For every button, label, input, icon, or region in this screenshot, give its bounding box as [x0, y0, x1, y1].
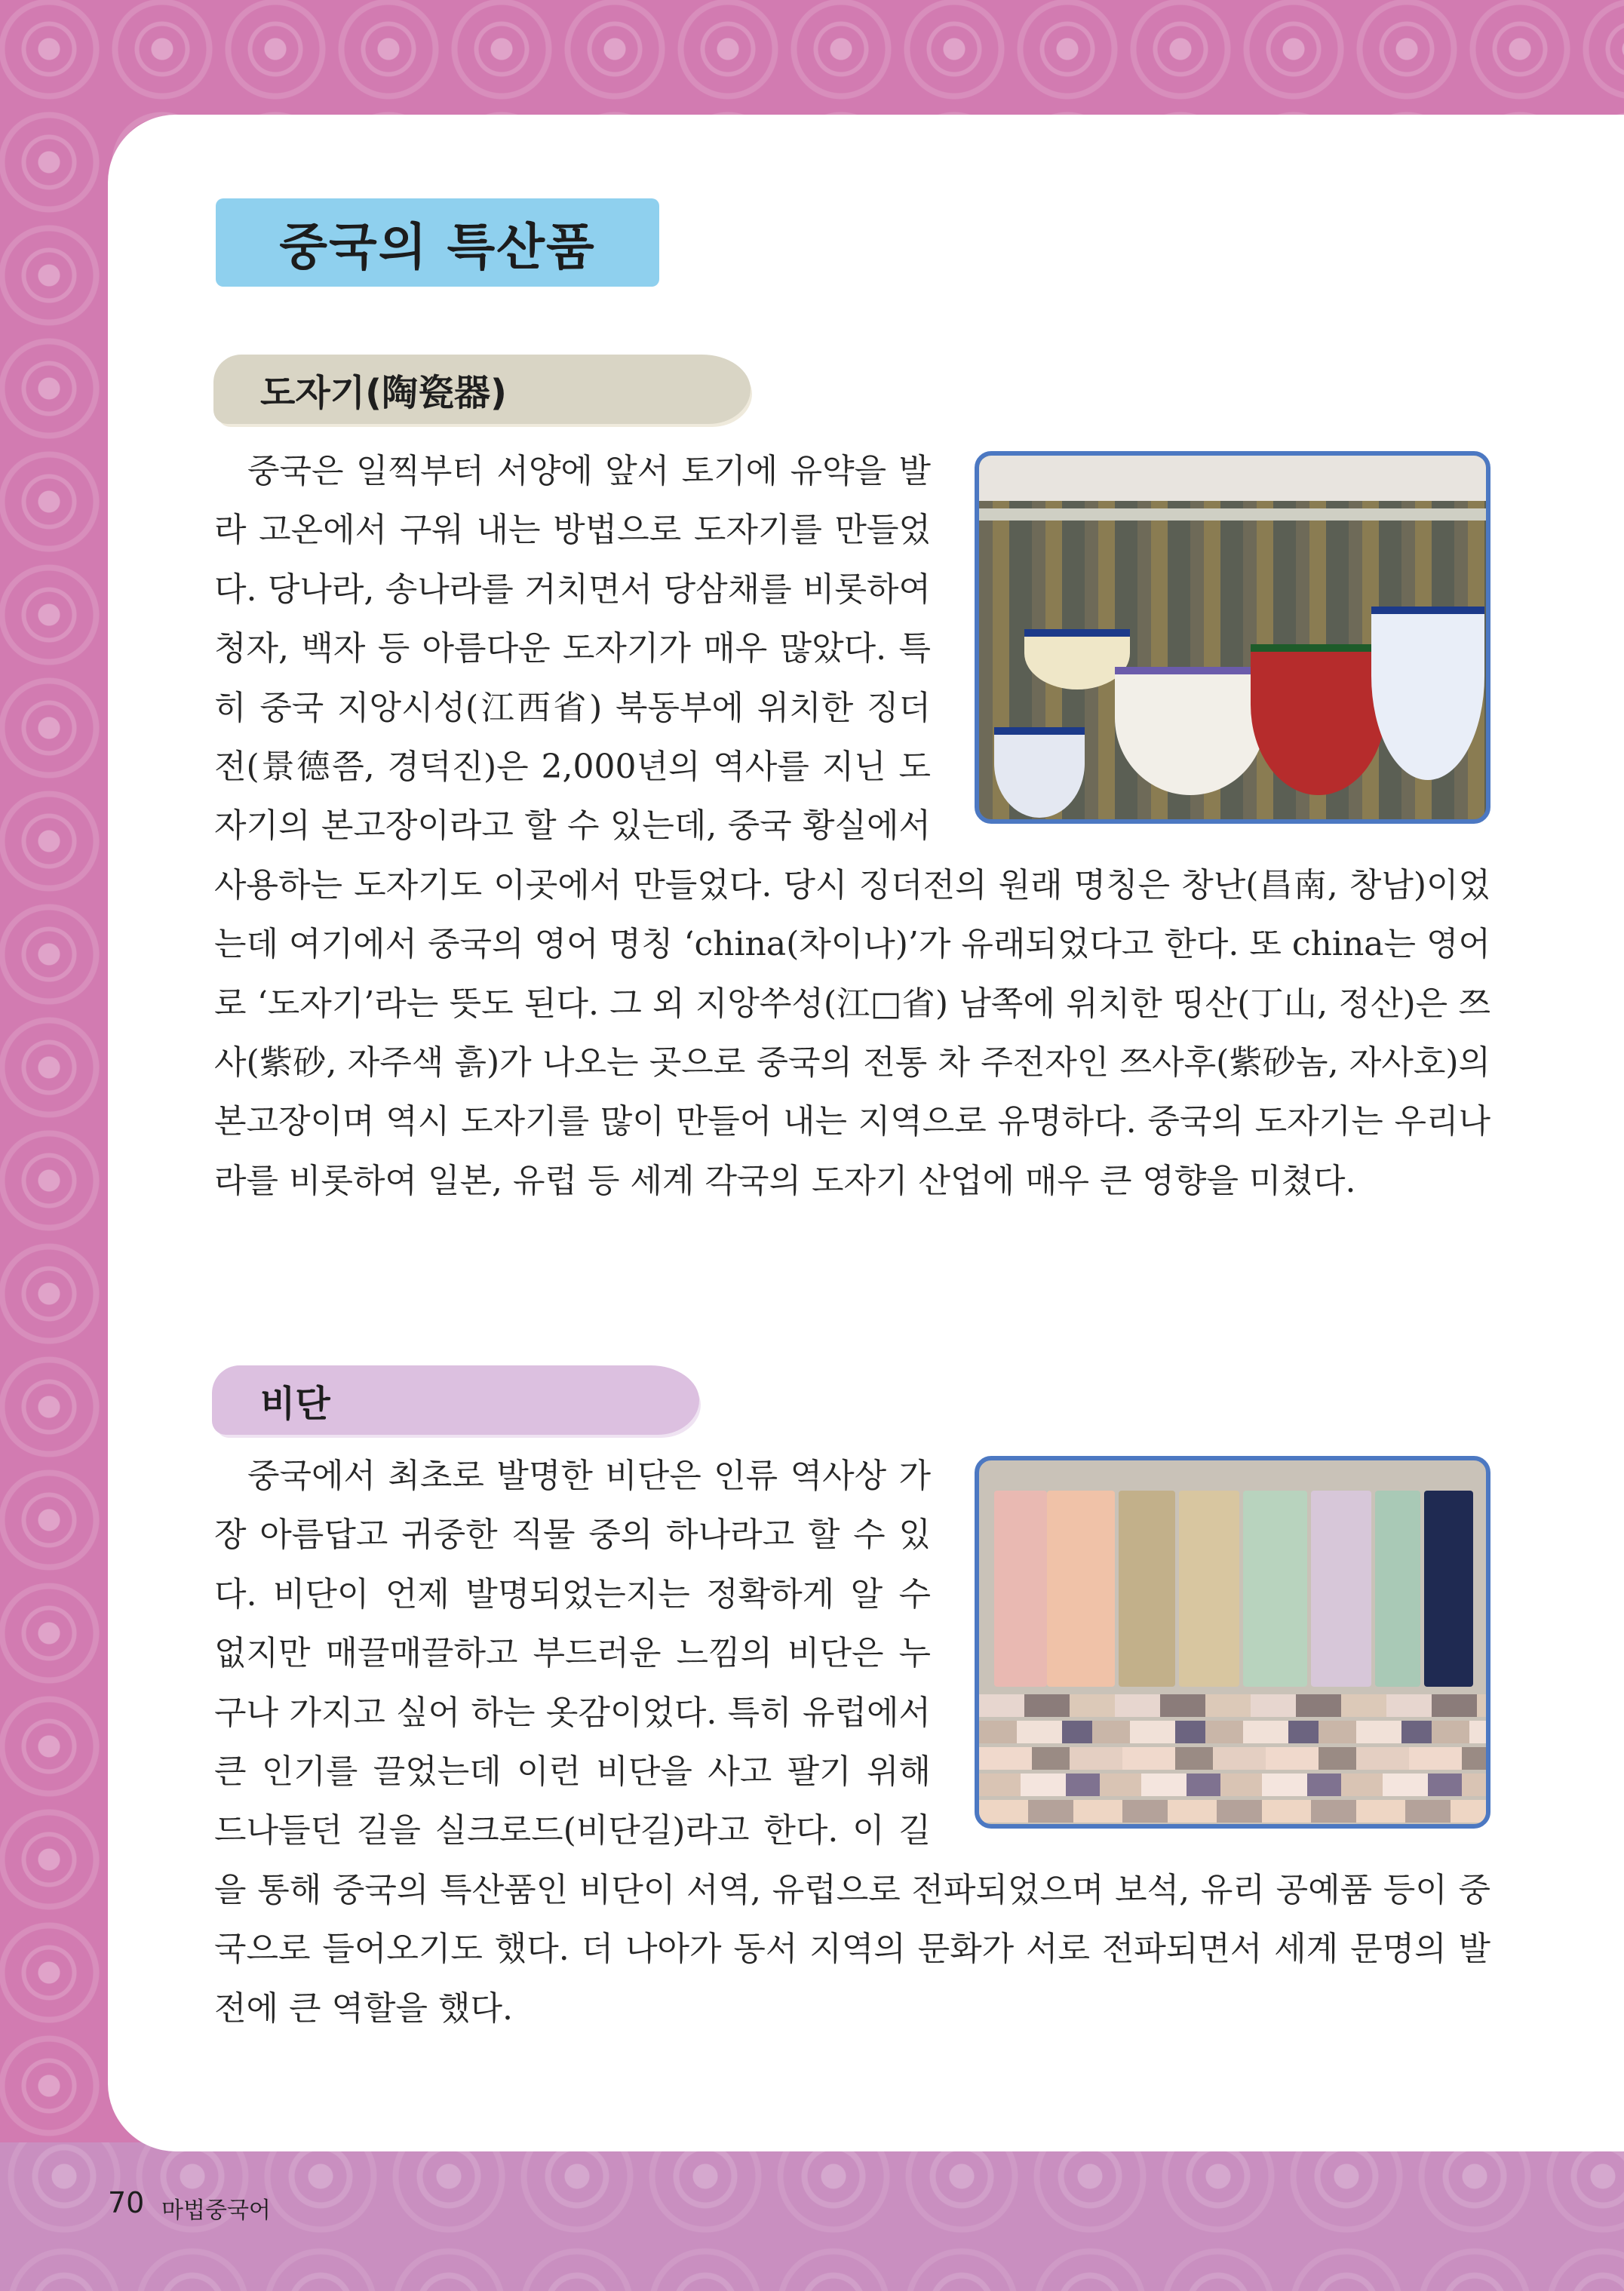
bowl-stack: [1251, 644, 1386, 795]
fabric-stack: [979, 1774, 1486, 1796]
fabric-bolt: [1243, 1491, 1307, 1687]
bowl-stack: [1115, 667, 1266, 795]
bowl-shape: [1024, 629, 1130, 689]
section-heading-silk: 비단: [212, 1365, 699, 1435]
page-number: 70: [108, 2186, 145, 2219]
silk-fabric-photo: [975, 1456, 1490, 1829]
fabric-stack: [979, 1800, 1486, 1823]
ceramic-bowls-photo: [975, 451, 1490, 824]
page-title: 중국의 특산품: [216, 198, 659, 287]
fabric-bolt: [1311, 1491, 1371, 1687]
paragraph: 중국에서 최초로 발명한 비단은 인류 역사상 가장 아름답고 귀중한 직물 중의 하나라고 할 수 있다. 비단이 언제 발명되었는지는 정확하게 알 수 없지만 매끌매끌하고 부드러운 느낌의 비단은 누구나 가지고 싶어 하는 옷감이었다. 특히 유럽에서 큰 인기를 끌었는데 이런 비단을 사고 팔기 위해 드나들던 길을 실크로드(비단길)라고 한다. 이 길을 통해 중국의 특산품인 비단이 서역, 유럽으로 전파되었으며 보석, 유리 공예품 등이 중국으로 들어오기도 했다. 더 나아가 동서 지역의 문화가 서로 전파되면서 세계 문명의 발전에 큰 역할을 했다.: [214, 1457, 1490, 2028]
section-body-silk: [214, 1447, 1490, 2038]
fabric-bolt: [994, 1491, 1047, 1687]
fabric-bolt: [1119, 1491, 1175, 1687]
vase-shape: [994, 727, 1085, 818]
fabric-bolt: [1047, 1491, 1115, 1687]
bowl-stack: [1371, 607, 1484, 780]
fabric-bolt: [1375, 1491, 1420, 1687]
shelf-top: [979, 456, 1486, 501]
fabric-stack: [979, 1694, 1486, 1717]
section-heading-ceramics: 도자기(陶瓷器): [213, 355, 751, 424]
fabric-stack: [979, 1747, 1486, 1770]
section-body-ceramics: [214, 442, 1490, 1211]
fabric-bolt: [1179, 1491, 1239, 1687]
paragraph: 중국은 일찍부터 서양에 앞서 토기에 유약을 발라 고온에서 구워 내는 방법으로 도자기를 만들었다. 당나라, 송나라를 거치면서 당삼채를 비롯하여 청자, 백자 등 아름다운 도자기가 매우 많았다. 특히 중국 지앙시성(江西省) 북동부에 위치한 징더전(景德쯤, 경덕진)은 2,000년의 역사를 지닌 도자기의 본고장이라고 할 수 있는데, 중국 황실에서 사용하는 도자기도 이곳에서 만들었다. 당시 징더전의 원래 명칭은 창난(昌南, 창남)이었는데 여기에서 중국의 영어 명칭 ‘china(차이나)’가 유래되었다고 한다. 또 china는 영어로 ‘도자기’라는 뜻도 된다. 그 외 지앙쑤성(江□省) 남쪽에 위치한 띵산(丁山, 정산)은 쯔사(紫砂, 자주색 흙)가 나오는 곳으로 중국의 전통 차 주전자인 쯔사후(紫砂놈, 자사호)의 본고장이며 역시 도자기를 많이 만들어 내는 지역으로 유명하다. 중국의 도자기는 우리나라를 비롯하여 일본, 유럽 등 세계 각국의 도자기 산업에 매우 큰 영향을 미쳤다.: [214, 452, 1491, 1200]
shelf-line: [979, 508, 1486, 521]
book-title: 마법중국어: [161, 2197, 271, 2224]
fabric-stack: [979, 1721, 1486, 1743]
fabric-bolt: [1424, 1491, 1473, 1687]
